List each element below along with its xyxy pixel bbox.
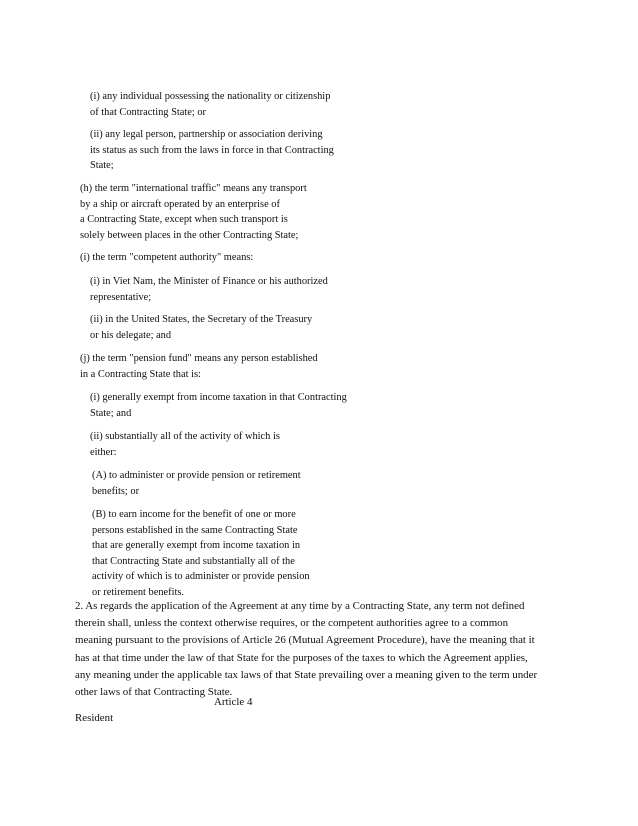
sub-item-viet-nam: (i) in Viet Nam, the Minister of Finance or his authorized representative; xyxy=(90,276,328,303)
item-h-international-traffic: (h) the term "international traffic" means any transport by a ship or aircraft operated by an enterprise of a Contracting State, except when such transport is solely between places in the other Contracting State; xyxy=(80,183,307,241)
item-i-competent-authority: (i) the term "competent authority" means: xyxy=(80,252,254,263)
item-j-pension-fund: (j) the term "pension fund" means any person established in a Contracting State that is: xyxy=(80,353,318,380)
sub-item-united-states: (ii) in the United States, the Secretary of the Treasury or his delegate; and xyxy=(90,314,313,341)
sub-item-b-earn-income: (B) to earn income for the benefit of one or more persons established in the same Contracting State that are generally exempt from income taxation in that Contracting State and substantially all of the activity of which is to administer or provide pension or retirement benefits. xyxy=(92,509,310,598)
sub-item-exempt: (i) generally exempt from income taxation in that Contracting State; and xyxy=(90,392,347,419)
article-title: Resident xyxy=(75,712,114,724)
sub-item-a-administer: (A) to administer or provide pension or retirement benefits; or xyxy=(92,470,301,497)
sub-item-activity: (ii) substantially all of the activity of which is either: xyxy=(90,431,280,458)
item-ii-legal-person: (ii) any legal person, partnership or association deriving its status as such from the laws in force in that Contracting State; xyxy=(90,129,334,171)
paragraph-2: 2. As regards the application of the Agreement at any time by a Contracting State, any term not defined therein shall, unless the context otherwise requires, or the competent authorities agree to a common meaning pursuant to the provisions of Article 26 (Mutual Agreement Procedure), have the meaning that it has at that time under the law of that State for the purposes of the taxes to which the Agreement applies, any meaning under the applicable tax laws of that State prevailing over a meaning given to the term under other laws of that Contracting State. xyxy=(75,600,538,699)
article-heading: Article 4 xyxy=(214,696,253,708)
item-i-nationality: (i) any individual possessing the nationality or citizenship of that Contracting State; or xyxy=(90,91,331,118)
